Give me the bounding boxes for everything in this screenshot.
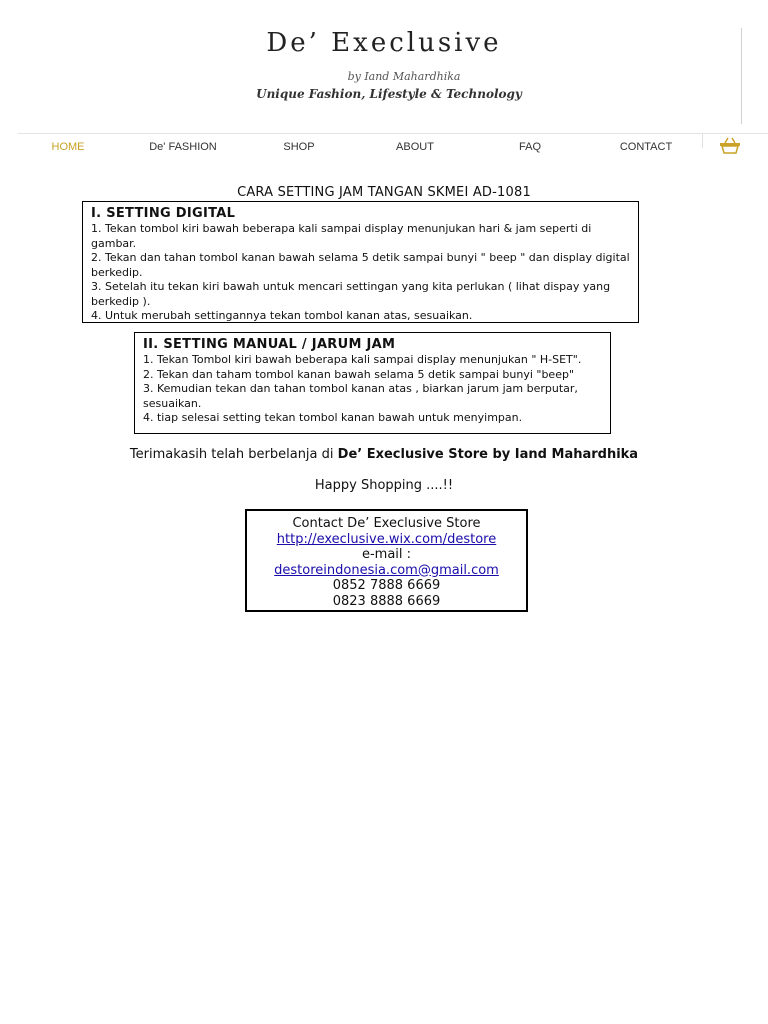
contact-box [245,509,528,612]
nav-home[interactable]: HOME [51,141,85,153]
setting-manual-box [134,332,611,434]
email-label: e-mail : [361,547,412,562]
site-byline: by Iand Mahardhika [347,70,461,83]
setting-digital-box [82,201,639,323]
store-name: De’ Execlusive Store by Iand Mahardhika [337,447,639,462]
nav-contact[interactable]: CONTACT [619,141,673,153]
contact-title: Contact De’ Execlusive Store [292,516,481,531]
step-item: 2. Tekan dan tahan tombol kanan bawah selama 5 detik sampai bunyi " beep " dan display digital berkedip. [91,251,630,279]
shopping-basket-icon[interactable] [719,136,741,154]
page-title: CARA SETTING JAM TANGAN SKMEI AD-1081 [237,184,531,200]
setting-digital-steps [91,222,630,323]
phone-number: 0852 7888 6669 [332,578,441,593]
website-link[interactable]: http://execlusive.wix.com/destore [276,531,497,547]
step-item: 2. Tekan dan taham tombol kanan bawah selama 5 detik sampai bunyi "beep" [143,367,575,381]
step-item: 4. tiap selesai setting tekan tombol kanan bawah untuk menyimpan. [143,411,523,424]
nav-divider [702,134,703,148]
nav-de-fashion[interactable]: De' FASHION [149,141,217,153]
main-nav [18,133,768,164]
happy-shopping-text: Happy Shopping ....!! [314,478,454,493]
step-item: 4. Untuk merubah settingannya tekan tombol kanan atas, sesuaikan. [91,309,473,322]
setting-manual-steps [143,353,602,426]
setting-manual-heading: II. SETTING MANUAL / JARUM JAM [143,337,396,352]
phone-number: 0823 8888 6669 [332,593,441,609]
setting-digital-heading: I. SETTING DIGITAL [91,206,236,221]
nav-shop[interactable]: SHOP [283,141,315,153]
thank-you-prefix: Terimakasih telah berbelanja di [129,447,338,462]
step-item: 3. Kemudian tekan dan tahan tombol kanan atas , biarkan jarum jam berputar, sesuaikan. [143,382,578,410]
step-item: 3. Setelah itu tekan kiri bawah untuk mencari settingan yang kita perlukan ( lihat dispay yang berkedip ). [91,280,611,308]
site-logo-title[interactable]: De’ Execlusive [266,28,502,58]
step-item: 1. Tekan tombol kiri bawah beberapa kali sampai display menunjukan hari & jam seperti di gambar. [91,222,592,250]
nav-about[interactable]: ABOUT [396,141,434,153]
site-tagline: Unique Fashion, Lifestyle & Technology [256,87,522,101]
step-item: 1. Tekan Tombol kiri bawah beberapa kali sampai display menunjukan " H-SET". [143,353,582,366]
nav-faq[interactable]: FAQ [518,141,542,153]
thank-you-text [0,447,768,462]
email-link[interactable]: destoreindonesia.com@gmail.com [274,562,499,578]
